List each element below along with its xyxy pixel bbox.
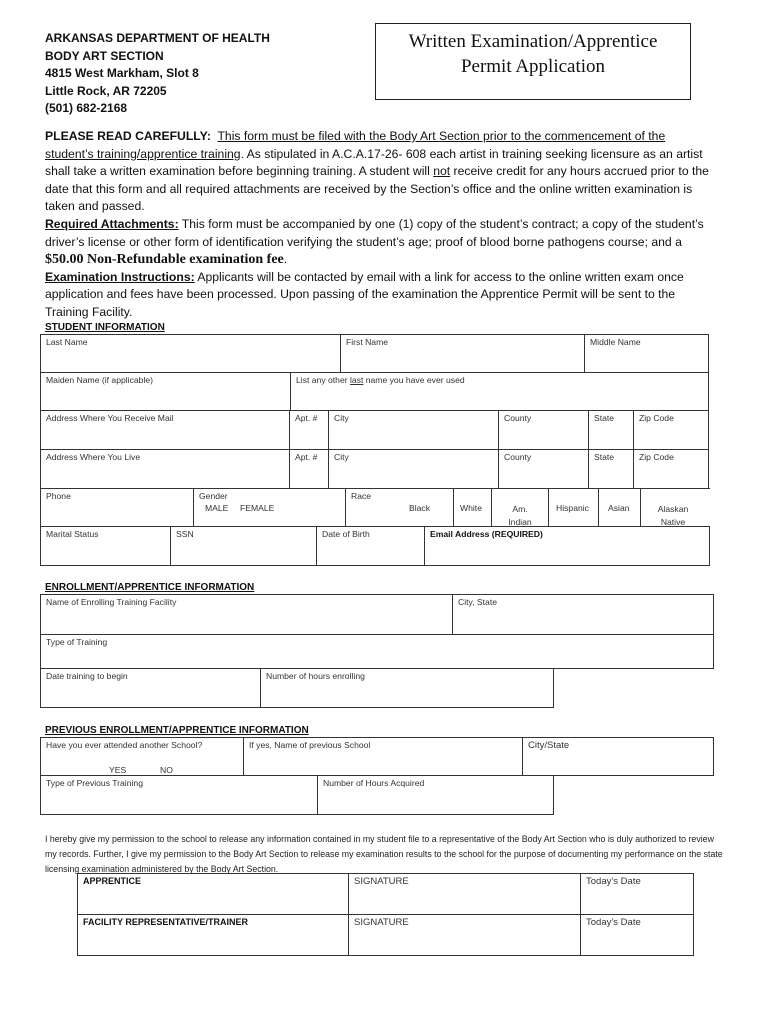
phone-label: Phone: [46, 491, 71, 501]
agency-name: ARKANSAS DEPARTMENT OF HEALTH: [45, 31, 270, 45]
race-white-option[interactable]: White: [460, 503, 482, 513]
gender-female-option[interactable]: FEMALE: [240, 503, 275, 513]
live-city-field[interactable]: [328, 449, 499, 489]
live-apt-field[interactable]: [289, 449, 329, 489]
other-last-name-field[interactable]: [290, 372, 709, 411]
ssn-label: SSN: [176, 529, 194, 539]
email-field[interactable]: [424, 526, 710, 566]
phone-number: (501) 682-2168: [45, 101, 128, 115]
email-label: Email Address (REQUIRED): [430, 529, 543, 539]
apprentice-signature-field[interactable]: [348, 873, 581, 915]
mail-apt-field[interactable]: [289, 410, 329, 450]
exam-label: Examination Instructions:: [45, 269, 195, 284]
facility-rep-date-field[interactable]: [580, 914, 694, 956]
live-state-field[interactable]: [588, 449, 634, 489]
permission-statement: I hereby give my permission to the school to release any information contained in my student file to a representative of the Body Art Section who is duly authorized to review my records. Further, I give my permission to the Body Art Section to release my examination results to the school for the purpose of documenting my performance on the state licensing examination administered by the Body Art Section.: [45, 834, 723, 874]
enrolling-facility-label: Name of Enrolling Training Facility: [46, 597, 177, 607]
type-of-training-label: Type of Training: [46, 637, 108, 647]
form-title-box: [375, 23, 691, 100]
gender-male-option[interactable]: MALE: [205, 503, 229, 513]
facility-rep-label: FACILITY REPRESENTATIVE/TRAINER: [83, 917, 249, 927]
live-county-field[interactable]: [498, 449, 589, 489]
live-state-label: State: [594, 452, 615, 462]
previous-city-state-field[interactable]: [522, 737, 714, 776]
agency-address-block: [45, 30, 270, 118]
facility-rep-signature-field[interactable]: [348, 914, 581, 956]
read-carefully-text-end: receive credit for any hours accrued prior to the date that this form and all required attachments are received by the Section’s office and the online written examination is taken and passed.: [45, 164, 709, 214]
last-name-field[interactable]: [40, 334, 341, 373]
read-carefully-paragraph: [45, 128, 715, 216]
dob-label: Date of Birth: [322, 529, 370, 539]
previous-training-type-label: Type of Previous Training: [46, 778, 143, 788]
student-info-title: STUDENT INFORMATION: [45, 322, 165, 333]
apprentice-date-label: Today’s Date: [586, 876, 641, 887]
first-name-field[interactable]: [340, 334, 585, 373]
mail-zip-field[interactable]: [633, 410, 709, 450]
exam-paragraph: [45, 269, 715, 322]
form-title-line1: Written Examination/Apprentice: [408, 31, 658, 52]
previous-school-name-field[interactable]: [243, 737, 523, 776]
attended-school-label: Have you ever attended another School?: [46, 740, 203, 750]
am-text: Am.: [512, 504, 528, 514]
attachments-paragraph: [45, 216, 715, 269]
form-title-line2: Permit Application: [460, 56, 606, 77]
attended-no-option[interactable]: NO: [160, 765, 173, 775]
previous-info-title: PREVIOUS ENROLLMENT/APPRENTICE INFORMATION: [45, 725, 309, 736]
maiden-name-label: Maiden Name (if applicable): [46, 375, 153, 385]
mail-county-label: County: [504, 413, 532, 423]
read-carefully-label: PLEASE READ CAREFULLY:: [45, 129, 211, 143]
hours-acquired-field[interactable]: [317, 775, 554, 815]
race-black-option[interactable]: Black: [409, 503, 431, 513]
not-emphasis: not: [433, 164, 451, 179]
city-state-zip: Little Rock, AR 72205: [45, 83, 167, 98]
apprentice-label: APPRENTICE: [83, 876, 142, 886]
mail-apt-label: Apt. #: [295, 413, 318, 423]
marital-status-label: Marital Status: [46, 529, 99, 539]
fee-text: $50.00 Non-Refundable examination fee: [45, 252, 284, 268]
race-hispanic-option[interactable]: Hispanic: [556, 503, 589, 513]
apprentice-signature-label: SIGNATURE: [354, 876, 409, 887]
mail-state-field[interactable]: [588, 410, 634, 450]
live-county-label: County: [504, 452, 532, 462]
maiden-name-field[interactable]: [40, 372, 291, 411]
live-city-label: City: [334, 452, 349, 462]
mail-address-field[interactable]: [40, 410, 290, 450]
exam-text: Applicants will be contacted by email with a link for access to the online written exam once application and fees have been processed. Upon passing of the examination the Apprentice Permit will be sent to the Training Facility.: [45, 269, 684, 319]
phone-field[interactable]: [40, 488, 194, 527]
apprentice-date-field[interactable]: [580, 873, 694, 915]
hours-enrolling-label: Number of hours enrolling: [266, 671, 365, 681]
date-training-begin-field[interactable]: [40, 668, 261, 708]
live-address-label: Address Where You Live: [46, 452, 141, 462]
mail-zip-label: Zip Code: [639, 413, 674, 423]
facility-rep-signature-label: SIGNATURE: [354, 917, 409, 928]
enrolling-facility-field[interactable]: [40, 594, 453, 635]
mail-county-field[interactable]: [498, 410, 589, 450]
facility-rep-date-label: Today’s Date: [586, 917, 641, 928]
race-asian-option[interactable]: Asian: [608, 503, 630, 513]
facility-city-state-label: City, State: [458, 597, 498, 607]
middle-name-label: Middle Name: [590, 337, 641, 347]
gender-label: Gender: [199, 491, 228, 501]
apprentice-name-field[interactable]: [77, 873, 349, 915]
facility-city-state-field[interactable]: [452, 594, 714, 635]
attachments-text: This form must be accompanied by one (1) copy of the student’s contract; a copy of the student’s driver’s license or other form of identification verifying the student’s age; proof of blood borne pathogens course; and a: [45, 216, 704, 249]
attachments-label: Required Attachments:: [45, 216, 179, 231]
date-training-begin-label: Date training to begin: [46, 671, 128, 681]
read-carefully-underlined: This form must be filed with the Body Art Section prior to the commencement of the student’s training/apprentice training: [45, 129, 666, 161]
other-last-name-label-end: name you have ever used: [363, 375, 465, 385]
first-name-label: First Name: [346, 337, 389, 347]
alaskan-text: Alaskan: [657, 504, 689, 514]
street-address: 4815 West Markham, Slot 8: [45, 66, 199, 80]
hours-enrolling-field[interactable]: [260, 668, 554, 708]
instructions: [45, 128, 715, 322]
live-apt-label: Apt. #: [295, 452, 318, 462]
ssn-field[interactable]: [170, 526, 317, 566]
mail-city-label: City: [334, 413, 349, 423]
live-zip-label: Zip Code: [639, 452, 674, 462]
dob-field[interactable]: [316, 526, 425, 566]
previous-school-name-label: If yes, Name of previous School: [249, 740, 371, 750]
indian-text: Indian: [508, 517, 532, 527]
attachments-end: .: [283, 252, 288, 267]
marital-status-field[interactable]: [40, 526, 171, 566]
mail-state-label: State: [594, 413, 615, 423]
mail-address-label: Address Where You Receive Mail: [46, 413, 174, 423]
attended-school-field: [40, 737, 244, 776]
live-address-field[interactable]: [40, 449, 290, 489]
read-carefully-text: . As stipulated in A.C.A.17-26- 608 each artist in training seeking licensure as an artist shall take a written examination before beginning training. A student will: [45, 146, 703, 179]
previous-training-type-field[interactable]: [40, 775, 318, 815]
other-last-emphasis: last: [349, 375, 364, 385]
enrollment-info-title: ENROLLMENT/APPRENTICE INFORMATION: [45, 582, 255, 593]
gender-field: [193, 488, 346, 527]
mail-city-field[interactable]: [328, 410, 499, 450]
native-text: Native: [660, 517, 686, 527]
hours-acquired-label: Number of Hours Acquired: [323, 778, 425, 788]
live-zip-field[interactable]: [633, 449, 709, 489]
section-name: BODY ART SECTION: [45, 48, 164, 63]
type-of-training-field[interactable]: [40, 634, 714, 669]
race-label: Race: [351, 491, 372, 501]
other-last-name-label: List any other: [296, 375, 350, 385]
last-name-label: Last Name: [46, 337, 88, 347]
previous-city-state-label: City/State: [528, 740, 570, 751]
middle-name-field[interactable]: [584, 334, 709, 373]
facility-rep-name-field[interactable]: [77, 914, 349, 956]
attended-yes-option[interactable]: YES: [109, 765, 127, 775]
